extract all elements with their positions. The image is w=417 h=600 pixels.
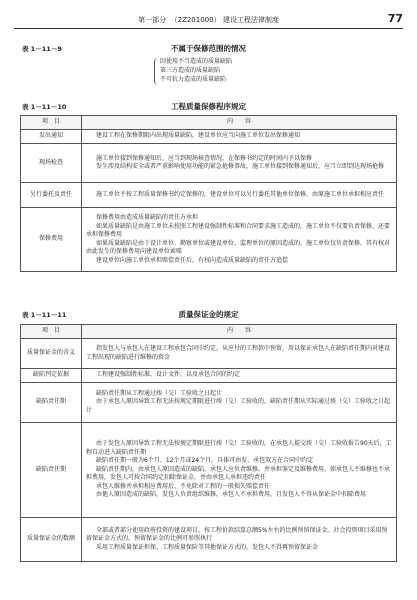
header-text [0,15,417,25]
content-line: 指发包人与承包人在建设工程承包合同中约定，从应付的工程款中预留，用以保证承包人在缺陷责任期内对建设工程出现的缺陷进行维修的资金 [86,345,391,361]
row-label: 缺陷责任期 [21,423,82,518]
row-content [82,518,397,562]
brace [154,58,159,85]
content-line: 建设工程在保修期限内出现质量缺陷，建设单位应当向施工单位发出保修通知 [96,132,301,140]
row-label: 现场检查 [21,144,82,183]
column-header: 项 目 [21,325,82,339]
table2 [20,115,397,272]
content-line: 发生涉及结构安全或者严重影响使用功能的紧急抢修事故，施工单位接到保修通知后，应当立即到达现场抢修 [96,163,385,170]
row-label: 质量保证金的含义 [21,339,82,369]
table-row [21,383,397,423]
content-line: 由他人原因造成的缺陷，发包人负责组织维修，承包人不承担费用，且发包人不得从保证金中扣除费用 [96,491,367,499]
table-row [21,144,397,183]
row-content [82,183,397,208]
column-header: 内 容 [82,325,397,339]
content-line: 施工单位接到保修通知后，应当到现场核查情况，在保修书约定的时间内予以保修 [96,154,313,162]
table2-title: 工程质量保修程序规定 [171,102,246,111]
row-content [82,208,397,272]
row-content [82,369,397,383]
table-row [21,183,397,208]
table-row [21,518,397,562]
table3-label: 表 1－11－11 [22,311,67,319]
content-line: 承包人维修并承担相应费用后，不免除对工程的一般损失赔偿责任 [96,482,271,490]
table1-list [160,57,232,84]
list-item: 因使用不当造成的质量缺陷 [160,58,233,65]
row-content [82,144,397,183]
row-label: 质量保证金的数额 [21,518,82,562]
table-row [21,130,397,144]
row-label: 保修费用 [21,208,82,272]
list-item: 第三方造成的质量缺陷 [160,67,221,74]
list-item: 不可抗力造成的质量缺陷 [160,76,227,83]
page-number: 77 [387,12,403,25]
row-label: 发出通知 [21,130,82,144]
content-line: 全部或者部分使用政府投资的建设项目，按工程价款结算总额5%左右的比例预留保证金。社会投资项目采用预留保证金方式的，预留保证金的比例可参照执行 [86,526,388,543]
content-line: 如果质量缺陷是由施工单位未按照工程建设强制性标准和合同要求施工造成的，施工单位不仅要负责保修，还要承担保修费用 [86,222,391,238]
header-part: 第一部分 [138,16,167,24]
content-line: 由于发包人原因导致工程无法按规定期限进行竣（交）工验收的，在承包人提交竣（交）工验收报告90天后，工程自动进入缺陷责任期 [86,440,392,456]
row-content [82,423,397,518]
row-content [82,130,397,144]
table3 [20,324,397,562]
table1-title: 不属于保修范围的情况 [171,44,246,53]
table-row [21,208,397,272]
column-header: 内 容 [82,116,397,130]
row-label: 缺陷判定依据 [21,369,82,383]
content-line: 建设单位向施工单位承担赔偿责任后，有权向造成质量缺陷的责任方追偿 [96,256,289,264]
row-label: 缺陷责任期 [21,383,82,423]
header-code: （2Z201000） [170,16,221,24]
table-row [21,339,397,369]
header-rule [14,28,403,29]
column-header: 项 目 [21,116,82,130]
table-row [21,423,397,518]
content-line: 施工单位不按工程质量保修书约定保修的，建设单位可以另行委托其他单位保修，由原施工单位承担相应责任 [96,190,385,198]
table1-label: 表 1－11－9 [22,45,62,53]
table2-label: 表 1－11－10 [22,103,67,111]
row-content [82,339,397,369]
content-line: 缺陷责任期一般为6个月、12个月或24个月，具体可由发、承包双方在合同中约定 [96,457,314,465]
row-label: 另行委托及责任 [21,183,82,208]
table-row [21,369,397,383]
row-content [82,383,397,423]
content-line: 保修费用由造成质量缺陷的责任方承担 [96,214,199,221]
running-header [0,12,417,26]
header-title: 建设工程法律制度 [222,16,279,24]
content-line: 如果质量缺陷是由于设计单位、勘察单位或建设单位、监理单位的原因造成的，施工单位仅负责保修，其有权对由此发生的保修费用向建设单位索赔 [86,239,391,255]
content-line: 缺陷责任期从工程通过竣（交）工验收之日起计 [96,389,223,397]
content-line: 缺陷责任期内，由承包人原因造成的缺陷，承包人应负责维修，并承担鉴定及维修费用。如承包人不维修也不承担费用，发包人可按合同约定扣除保证金，并由承包人承担违约责任 [86,465,391,482]
table3-title: 质量保证金的规定 [178,310,239,319]
content-line: 由于承包人原因导致工程无法按规定期限进行竣（交）工验收的，缺陷责任期从实际通过竣（交）工验收之日起计 [86,398,391,414]
content-line: 工程建设强制性标准、设计文件，以及承包合同的约定 [96,371,241,379]
content-line: 采用工程质量保证担保、工程质量保险等其他保证方式的，发包人不得再预留保证金 [96,543,319,551]
